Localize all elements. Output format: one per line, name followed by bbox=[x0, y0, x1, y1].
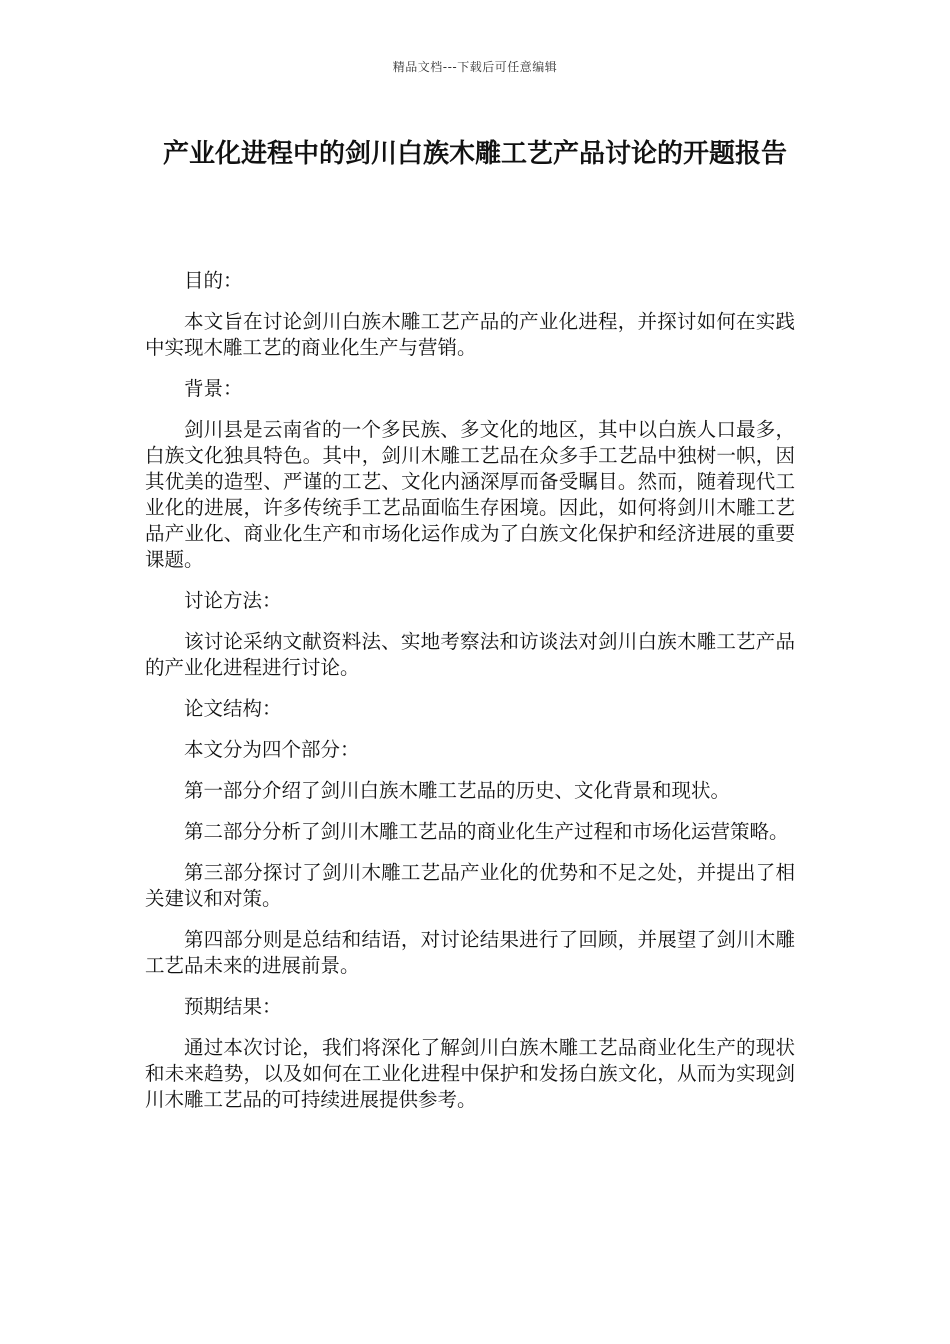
section-heading-structure: 论文结构： bbox=[184, 697, 282, 720]
paragraph-part-four: 第四部分则是总结和结语，对讨论结果进行了回顾，并展望了剑川木雕工艺品未来的进展前景。 bbox=[145, 928, 795, 977]
document-body bbox=[145, 268, 795, 1128]
section-heading-expected-results: 预期结果： bbox=[184, 995, 282, 1018]
paragraph-method: 该讨论采纳文献资料法、实地考察法和访谈法对剑川白族木雕工艺产品的产业化进程进行讨论。 bbox=[145, 630, 795, 679]
header-note: 精品文档---下载后可任意编辑 bbox=[392, 60, 558, 74]
document-title: 产业化进程中的剑川白族木雕工艺产品讨论的开题报告 bbox=[162, 139, 787, 169]
section-heading-purpose: 目的： bbox=[184, 269, 243, 292]
paragraph-expected-results: 通过本次讨论，我们将深化了解剑川白族木雕工艺品商业化生产的现状和未来趋势，以及如何在工业化进程中保护和发扬白族文化，从而为实现剑川木雕工艺品的可持续进展提供参考。 bbox=[145, 1036, 795, 1111]
paragraph-structure-intro: 本文分为四个部分： bbox=[184, 738, 360, 761]
section-heading-background: 背景： bbox=[184, 377, 243, 400]
section-heading-method: 讨论方法： bbox=[184, 589, 282, 612]
paragraph-part-two: 第二部分分析了剑川木雕工艺品的商业化生产过程和市场化运营策略。 bbox=[184, 820, 789, 843]
paragraph-part-three: 第三部分探讨了剑川木雕工艺品产业化的优势和不足之处，并提出了相关建议和对策。 bbox=[145, 861, 795, 910]
paragraph-purpose: 本文旨在讨论剑川白族木雕工艺产品的产业化进程，并探讨如何在实践中实现木雕工艺的商业化生产与营销。 bbox=[145, 310, 795, 359]
paragraph-background: 剑川县是云南省的一个多民族、多文化的地区，其中以白族人口最多，白族文化独具特色。其中，剑川木雕工艺品在众多手工艺品中独树一帜，因其优美的造型、严谨的工艺、文化内涵深厚而备受瞩目。然而，随着现代工业化的进展，许多传统手工艺品面临生存困境。因此，如何将剑川木雕工艺品产业化、商业化生产和市场化运作成为了白族文化保护和经济进展的重要课题。 bbox=[145, 418, 795, 571]
paragraph-part-one: 第一部分介绍了剑川白族木雕工艺品的历史、文化背景和现状。 bbox=[184, 779, 731, 802]
